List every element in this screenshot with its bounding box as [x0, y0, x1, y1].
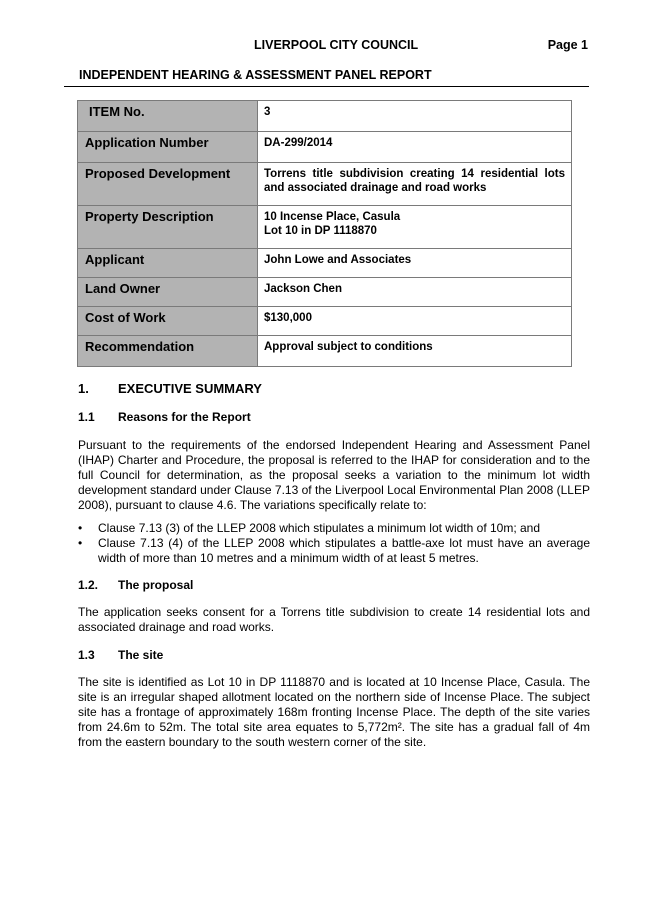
table-row — [78, 249, 572, 278]
section-heading — [78, 381, 262, 396]
header-divider — [64, 86, 589, 87]
row-label: Land Owner — [78, 278, 258, 307]
row-label: Proposed Development — [78, 163, 258, 206]
summary-table — [77, 100, 572, 367]
row-label — [78, 101, 258, 132]
page-number: Page 1 — [547, 38, 588, 52]
table-row — [78, 206, 572, 249]
row-value: 3 — [258, 101, 572, 132]
row-label: Property Description — [78, 206, 258, 249]
report-title: INDEPENDENT HEARING & ASSESSMENT PANEL REPORT — [79, 68, 432, 82]
bullet-icon: • — [78, 521, 83, 535]
row-label: Applicant — [78, 249, 258, 278]
subsection-heading — [78, 648, 163, 662]
subsection-title: The site — [118, 648, 164, 662]
council-name: LIVERPOOL CITY COUNCIL — [254, 38, 419, 52]
subsection-number: 1.3 — [78, 648, 95, 662]
table-row — [78, 307, 572, 336]
paragraph: The site is identified as Lot 10 in DP 1118870 and is located at 10 Incense Place, Casula. The site is an irregular shaped allotment located on the northern side of Incense Place. The subject site has a frontage of approximately 168m fronting Incense Place. The depth of the site varies from 24.6m to 52m. The total site area equates to 5,772m². The site has a gradual fall of 4m from the eastern boundary to the south western corner of the site. — [78, 675, 590, 749]
row-value: Torrens title subdivision creating 14 residential lots and associated drainage and road works — [258, 163, 572, 206]
row-label: Cost of Work — [78, 307, 258, 336]
table-row — [78, 101, 572, 132]
row-label: Recommendation — [78, 336, 258, 367]
table-row — [78, 132, 572, 163]
row-value: $130,000 — [258, 307, 572, 336]
row-value: Approval subject to conditions — [258, 336, 572, 367]
row-label: Application Number — [78, 132, 258, 163]
section-title: EXECUTIVE SUMMARY — [118, 381, 262, 396]
table-row — [78, 163, 572, 206]
row-value: DA-299/2014 — [258, 132, 572, 163]
row-label-text: ITEM No. — [89, 104, 145, 119]
subsection-number: 1.2. — [78, 578, 99, 592]
subsection-heading — [78, 578, 193, 592]
row-value — [258, 206, 572, 249]
list-item-text: Clause 7.13 (3) of the LLEP 2008 which stipulates a minimum lot width of 10m; and — [98, 521, 541, 535]
paragraph: The application seeks consent for a Torrens title subdivision to create 14 residential lots and associated drainage and road works. — [78, 605, 590, 634]
row-value: John Lowe and Associates — [258, 249, 572, 278]
property-address: 10 Incense Place, Casula — [264, 211, 401, 223]
subsection-title: Reasons for the Report — [118, 410, 251, 424]
paragraph: Pursuant to the requirements of the endorsed Independent Hearing and Assessment Panel (IHAP) Charter and Procedure, the proposal is referred to the IHAP for consideration and to the full Council for determination, as the proposal seeks a variation to the minimum lot width development standard under Clause 7.13 of the Liverpool Local Environmental Plan 2008 (LLEP 2008), pursuant to clause 4.6. The variations specifically relate to: — [78, 438, 590, 512]
subsection-title: The proposal — [118, 578, 194, 592]
subsection-heading — [78, 410, 251, 424]
bullet-icon: • — [78, 536, 83, 550]
list-item-text: Clause 7.13 (4) of the LLEP 2008 which stipulates a battle-axe lot must have an average width of more than 10 metres and a minimum width of at least 5 metres. — [98, 536, 590, 565]
table-row — [78, 278, 572, 307]
table-row — [78, 336, 572, 367]
list-item — [78, 536, 590, 566]
subsection-number: 1.1 — [78, 410, 95, 424]
section-number: 1. — [78, 381, 89, 396]
list-item — [78, 521, 590, 536]
bullet-list — [78, 521, 590, 566]
property-lot: Lot 10 in DP 1118870 — [264, 225, 377, 237]
row-value: Jackson Chen — [258, 278, 572, 307]
